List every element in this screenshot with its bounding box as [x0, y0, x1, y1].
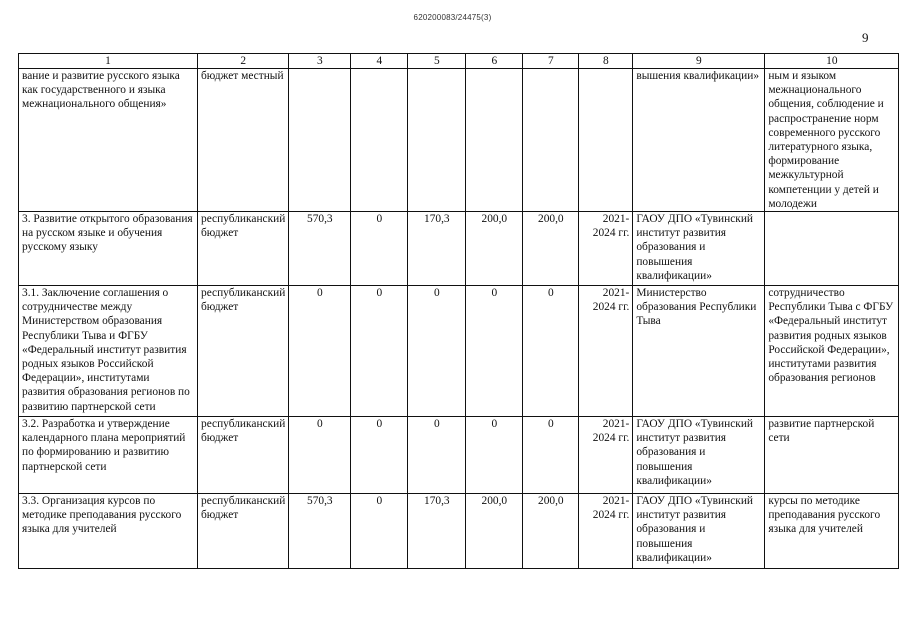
- cell-result: курсы по методике преподавания русского языка для учителей: [765, 494, 899, 569]
- cell-year-2023: 200,0: [466, 494, 523, 569]
- cell-year-2023: 0: [466, 286, 523, 417]
- cell-year-2022: 0: [408, 417, 466, 494]
- cell-period: [579, 69, 633, 212]
- cell-period: 2021-2024 гг.: [579, 494, 633, 569]
- cell-result: сотрудничество Республики Тыва с ФГБУ «Федеральный институт развития родных языков Российской Федерации», институтами развития образования регионов: [765, 286, 899, 417]
- cell-responsible: Министерство образования Республики Тыва: [633, 286, 765, 417]
- cell-activity: 3.2. Разработка и утверждение календарного плана мероприятий по формированию и развитию партнерской сети: [19, 417, 198, 494]
- cell-year-2022: [408, 69, 466, 212]
- cell-year-2023: 0: [466, 417, 523, 494]
- column-number: 8: [579, 54, 633, 69]
- table-row: [19, 69, 899, 212]
- cell-year-2024: 0: [523, 286, 579, 417]
- column-number: 10: [765, 54, 899, 69]
- cell-year-2023: [466, 69, 523, 212]
- cell-funding-source: республиканский бюджет: [198, 417, 289, 494]
- document-id: 620200083/24475(3): [413, 13, 492, 22]
- cell-year-2023: 200,0: [466, 212, 523, 286]
- column-number: 3: [289, 54, 351, 69]
- cell-result: [765, 212, 899, 286]
- column-number: 1: [19, 54, 198, 69]
- cell-funding-source: республиканский бюджет: [198, 494, 289, 569]
- cell-year-2024: 200,0: [523, 494, 579, 569]
- table-row: [19, 286, 899, 417]
- column-number: 4: [351, 54, 408, 69]
- cell-funding-source: республиканский бюджет: [198, 286, 289, 417]
- column-number: 9: [633, 54, 765, 69]
- cell-year-2021: 0: [351, 417, 408, 494]
- column-number: 2: [198, 54, 289, 69]
- cell-activity: вание и развитие русского языка как государственного и языка межнационального общения»: [19, 69, 198, 212]
- cell-period: 2021-2024 гг.: [579, 212, 633, 286]
- cell-total: [289, 69, 351, 212]
- table-row: [19, 212, 899, 286]
- cell-activity: 3.1. Заключение соглашения о сотрудничестве между Министерством образования Республики Тыва и ФГБУ «Федеральный институт развития родных языков Российской Федерации», институтами развития образования регионов по развитию партнерской сети: [19, 286, 198, 417]
- table-row: [19, 417, 899, 494]
- cell-total: 570,3: [289, 494, 351, 569]
- column-number: 6: [466, 54, 523, 69]
- program-table: [18, 53, 899, 569]
- cell-responsible: вышения квалификации»: [633, 69, 765, 212]
- cell-activity: 3. Развитие открытого образования на русском языке и обучения русскому языку: [19, 212, 198, 286]
- cell-year-2021: 0: [351, 212, 408, 286]
- column-number-row: [19, 54, 899, 69]
- cell-result: развитие партнерской сети: [765, 417, 899, 494]
- cell-funding-source: бюджет местный: [198, 69, 289, 212]
- table-row: [19, 494, 899, 569]
- cell-year-2022: 170,3: [408, 212, 466, 286]
- cell-period: 2021-2024 гг.: [579, 286, 633, 417]
- cell-total: 570,3: [289, 212, 351, 286]
- cell-year-2024: 0: [523, 417, 579, 494]
- cell-year-2024: 200,0: [523, 212, 579, 286]
- cell-responsible: ГАОУ ДПО «Тувинский институт развития образования и повышения квалификации»: [633, 417, 765, 494]
- column-number: 5: [408, 54, 466, 69]
- cell-year-2021: [351, 69, 408, 212]
- cell-responsible: ГАОУ ДПО «Тувинский институт развития образования и повышения квалификации»: [633, 212, 765, 286]
- cell-responsible: ГАОУ ДПО «Тувинский институт развития образования и повышения квалификации»: [633, 494, 765, 569]
- cell-activity: 3.3. Организация курсов по методике преподавания русского языка для учителей: [19, 494, 198, 569]
- cell-result: ным и языком межнационального общения, соблюдение и распространение норм современного русского литературного языка, формирование межкультурной компетенции у детей и молодежи: [765, 69, 899, 212]
- column-number: 7: [523, 54, 579, 69]
- cell-year-2022: 170,3: [408, 494, 466, 569]
- cell-funding-source: республиканский бюджет: [198, 212, 289, 286]
- cell-total: 0: [289, 417, 351, 494]
- cell-year-2021: 0: [351, 286, 408, 417]
- page-number: 9: [862, 30, 869, 45]
- cell-year-2022: 0: [408, 286, 466, 417]
- cell-total: 0: [289, 286, 351, 417]
- cell-period: 2021-2024 гг.: [579, 417, 633, 494]
- cell-year-2024: [523, 69, 579, 212]
- cell-year-2021: 0: [351, 494, 408, 569]
